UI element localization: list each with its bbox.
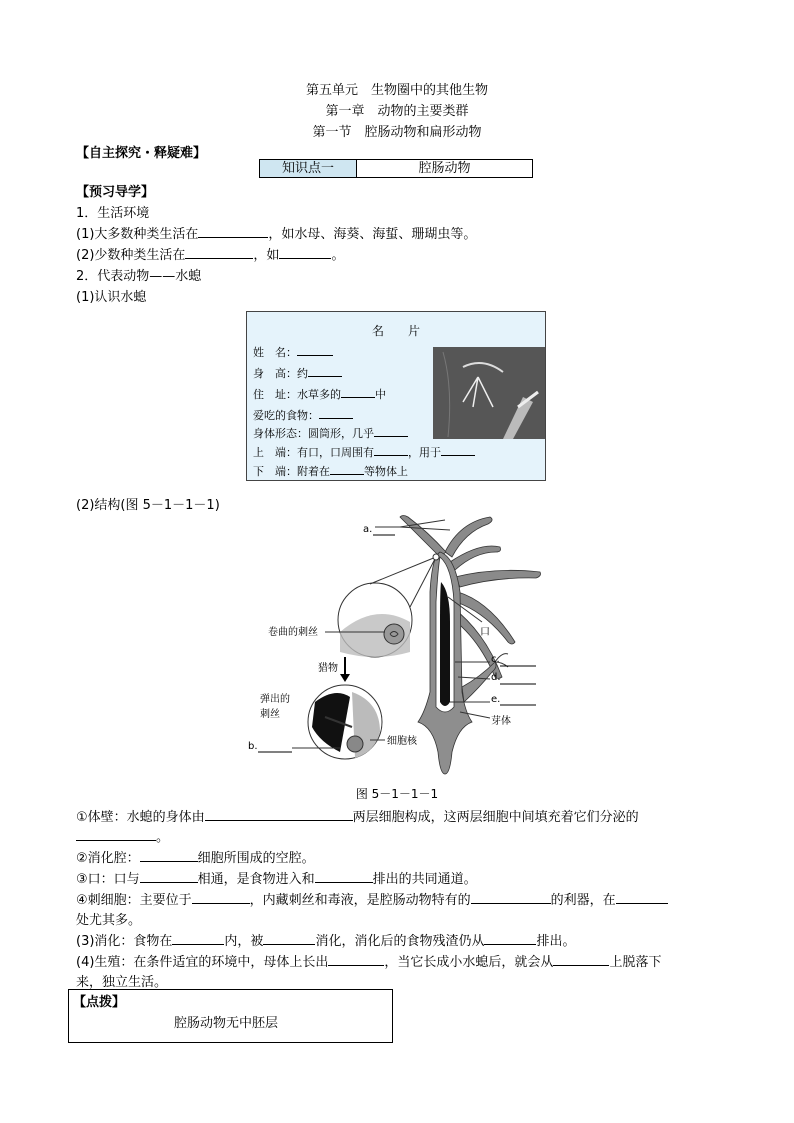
card-height-label: 身 高：约 [253,367,308,380]
item-wall-pre: ①体壁：水螅的身体由 [76,810,205,825]
fig-label-mouth: 口 [480,627,490,638]
blank[interactable] [308,366,342,377]
tip-text: 腔肠动物无中胚层 [174,1016,279,1031]
item-cavity-pre: ②消化腔： [76,851,140,866]
blank[interactable] [192,891,250,904]
item-repro-pre: (4)生殖：在条件适宜的环境中，母体上长出 [76,955,329,970]
card-food-label: 爱吃的食物： [253,409,319,422]
item-repro-mid: ，当它长成小水螅后，就会从 [384,955,554,970]
q1-b-mid: ，如 [253,248,280,263]
item-body-wall-end [76,826,169,845]
fig-label-prey: 猎物 [318,663,338,674]
fig-label-a: a. [363,524,373,535]
blank[interactable] [330,464,364,475]
card-height [253,365,342,381]
card-top-mid: ，用于 [408,446,441,459]
blank[interactable] [374,445,408,456]
q2-title: 2．代表动物——水螅 [76,269,202,284]
item-sting-mid2: 的利器，在 [550,893,616,908]
blank[interactable] [374,426,408,437]
blank[interactable] [341,387,375,398]
fig-label-nucleus: 细胞核 [387,736,417,747]
item-digest-pre: (3)消化：食物在 [76,934,173,949]
card-address [253,386,386,402]
item-cavity [76,847,315,866]
knowledge-point-topic: 腔肠动物 [418,161,471,176]
item-stinging-cell [76,889,668,908]
card-name-label: 姓 名： [253,346,297,359]
card-shape [253,425,408,441]
card-name [253,344,333,360]
q1-title: 1．生活环境 [76,206,150,221]
q1-b-pre: (2)少数种类生活在 [76,248,186,263]
item-reproduction-end: 来，独立生活。 [76,975,168,990]
card-top-pre: 上 端：有口，口周围有 [253,446,374,459]
structure-title: (2)结构(图 5－1－1－1) [76,498,220,513]
chapter-title: 第一章 动物的主要类群 [325,104,469,119]
tip-box [68,989,393,1043]
blank[interactable] [553,953,609,966]
blank[interactable] [328,953,384,966]
q1-a [76,223,476,242]
item-digest-mid2: 消化，消化后的食物残渣仍从 [315,934,485,949]
fig-label-bud: 芽体 [491,716,511,727]
item-reproduction [76,951,661,970]
blank[interactable] [140,870,198,883]
knowledge-point-label: 知识点一 [260,160,357,177]
q2-sub1: (1)认识水螅 [76,290,147,305]
card-address-pre: 住 址：水草多的 [253,388,341,401]
item-digest-mid: 内，被 [224,934,264,949]
item-cavity-post: 细胞所围成的空腔。 [197,851,315,866]
item-mouth-post: 排出的共同通道。 [372,872,477,887]
card-address-post: 中 [375,388,386,401]
card-top-end [253,444,475,460]
card-bottom-pre: 下 端：附着在 [253,465,330,478]
blank[interactable] [319,408,353,419]
fig-label-b: b. [248,741,258,752]
blank[interactable] [471,891,551,904]
blank[interactable] [198,225,268,238]
card-shape-label: 身体形态：圆筒形，几乎 [253,427,374,440]
fig-label-ejected-1: 弹出的 [260,694,290,705]
tip-title: 【点拨】 [73,995,126,1010]
blank[interactable] [205,808,353,821]
unit-title: 第五单元 生物圈中的其他生物 [305,83,488,98]
blank[interactable] [279,246,331,259]
item-mouth-mid: 相通，是食物进入和 [197,872,315,887]
blank[interactable] [484,932,536,945]
blank[interactable] [441,445,475,456]
q1-b [76,244,344,263]
card-bottom-end [253,463,408,479]
card-bottom-post: 等物体上 [364,465,408,478]
item-wall-end: 。 [156,830,170,845]
hydra-photo [433,347,545,439]
hydra-structure-figure [240,512,560,782]
q1-b-post: 。 [331,248,345,263]
item-sting-mid: ，内藏刺丝和毒液，是腔肠动物特有的 [249,893,471,908]
fig-label-ejected-2: 刺丝 [260,709,280,720]
blank[interactable] [315,870,373,883]
item-body-wall [76,806,639,825]
hydra-name-card [246,311,546,481]
blank[interactable] [263,932,315,945]
fig-label-c: c. [491,654,500,665]
q1-a-pre: (1)大多数种类生活在 [76,227,199,242]
blank[interactable] [172,932,224,945]
item-digest-post: 排出。 [536,934,576,949]
preview-heading: 【预习导学】 [76,185,155,200]
item-wall-post: 两层细胞构成，这两层细胞中间填充着它们分泌的 [352,810,639,825]
item-mouth [76,868,477,887]
self-study-heading: 【自主探究・释疑难】 [76,146,207,161]
blank[interactable] [76,828,156,841]
section-title: 第一节 腔肠动物和扁形动物 [312,125,482,140]
fig-label-coiled: 卷曲的刺丝 [268,627,318,638]
card-food [253,407,353,423]
card-title: 名 片 [371,324,420,338]
knowledge-point-table [259,159,533,178]
item-sting-pre: ④刺细胞：主要位于 [76,893,192,908]
blank[interactable] [297,345,333,356]
blank[interactable] [140,849,198,862]
item-repro-post: 上脱落下 [609,955,662,970]
item-digestion [76,930,575,949]
item-mouth-pre: ③口：口与 [76,872,140,887]
blank[interactable] [185,246,253,259]
figure-caption: 图 5－1－1－1 [355,787,439,801]
blank[interactable] [616,891,668,904]
q1-a-post: ，如水母、海葵、海蜇、珊瑚虫等。 [268,227,477,242]
item-stinging-cell-end: 处尤其多。 [76,913,142,928]
fig-label-d: d. [491,672,501,683]
fig-label-e: e. [491,694,501,705]
